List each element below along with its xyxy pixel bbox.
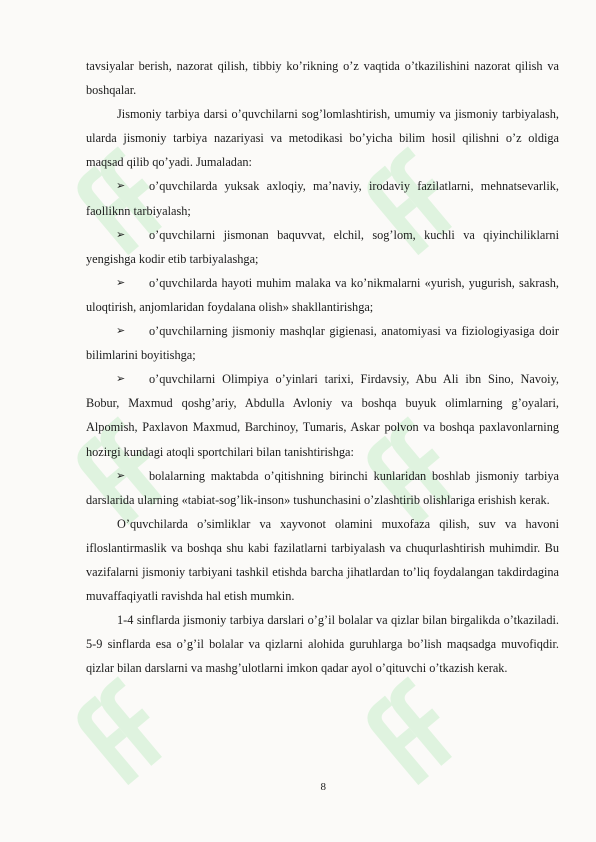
paragraph: tavsiyalar berish, nazorat qilish, tibbiy ko’rikning o’z vaqtida o’tkazilishini nazorat qilish va boshqalar. bbox=[86, 59, 559, 98]
bullet-arrow-icon: ➢ bbox=[116, 180, 126, 193]
paragraph: O’quvchilarda o’simliklar va xayvonot olamini muxofaza qilish, suv va havoni ifloslantirmaslik va boshqa shu kabi fazilatlarni tarbiyalash va chuqurlashtirish muhimdir. Bu vazifalarni jismoniy tarbiyani tashkil etishda barcha jihatlardan to’liq foydalangan takdirdagina muvaffaqiyatli ravishda hal etish mumkin. bbox=[86, 516, 559, 604]
list-item bbox=[86, 464, 559, 512]
bullet-arrow-icon: ➢ bbox=[116, 469, 126, 482]
bullet-arrow-icon: ➢ bbox=[116, 276, 126, 289]
list-item bbox=[86, 367, 559, 463]
list-item-text: bolalarning maktabda o’qitishning birinchi kunlaridan boshlab jismoniy tarbiya darslarida ularning «tabiat-sog’lik-inson» tushunchasini o’zlashtirib olishlariga erishish kerak. bbox=[86, 468, 559, 507]
bullet-arrow-icon: ➢ bbox=[116, 373, 126, 386]
list-item-text: o’quvchilarni jismonan baquvvat, elchil, sog’lom, kuchli va qiyinchiliklarni yengishga kodir etib tarbiyalashga; bbox=[86, 227, 559, 266]
list-item-text: o’quvchilarda yuksak axloqiy, ma’naviy, irodaviy fazilatlarni, mehnatsevarlik, faolliknn tarbiyalash; bbox=[86, 179, 559, 218]
list-item bbox=[86, 319, 559, 367]
list-item bbox=[86, 174, 559, 222]
list-item-text: o’quvchilarning jismoniy mashqlar gigienasi, anatomiyasi va fiziologiyasiga doir bilimlarini boyitishga; bbox=[86, 324, 559, 363]
bullet-arrow-icon: ➢ bbox=[116, 325, 126, 338]
paragraph: Jismoniy tarbiya darsi o’quvchilarni sog’lomlashtirish, umumiy va jismoniy tarbiyalash, ularda jismoniy tarbiya nazariyasi va metodikasi bo’yicha bilim hosil qilishni o’z oldiga maqsad qilib qo’yadi. Jumaladan: bbox=[86, 107, 559, 170]
list-item-text: o’quvchilarni Olimpiya o’yinlari tarixi, Firdavsiy, Abu Ali ibn Sino, Navoiy, Bobur, Maxmud qoshg’ariy, Abdulla Avloniy va boshqa buyuk olimlarning g’oyalari, Alpomish, Paxlavon Maxmud, Barchinoy, Tumaris, Askar polvon va boshqa paxlavonlarning hozirgi kundagi atoqli sportchilari bilan tanishtirishga: bbox=[86, 372, 559, 459]
list-item bbox=[86, 271, 559, 319]
list-item bbox=[86, 223, 559, 271]
paragraph: 1-4 sinflarda jismoniy tarbiya darslari o’g’il bolalar va qizlar bilan birgalikda o’tkaziladi. 5-9 sinflarda esa o’g’il bolalar va qizlarni alohida guruhlarga bo’lish maqsadga muvofiqdir. qizlar bilan darslarni va mashg’ulotlarni imkon qadar ayol o’qituvchi o’tkazish kerak. bbox=[86, 613, 559, 676]
page-number: 8 bbox=[320, 781, 326, 793]
body-text bbox=[86, 54, 559, 680]
list-item-text: o’quvchilarda hayoti muhim malaka va ko’nikmalarni «yurish, yugurish, sakrash, uloqtirish, anjomlaridan foydalana olish» shakllantirishga; bbox=[86, 275, 559, 314]
bullet-arrow-icon: ➢ bbox=[116, 228, 126, 241]
